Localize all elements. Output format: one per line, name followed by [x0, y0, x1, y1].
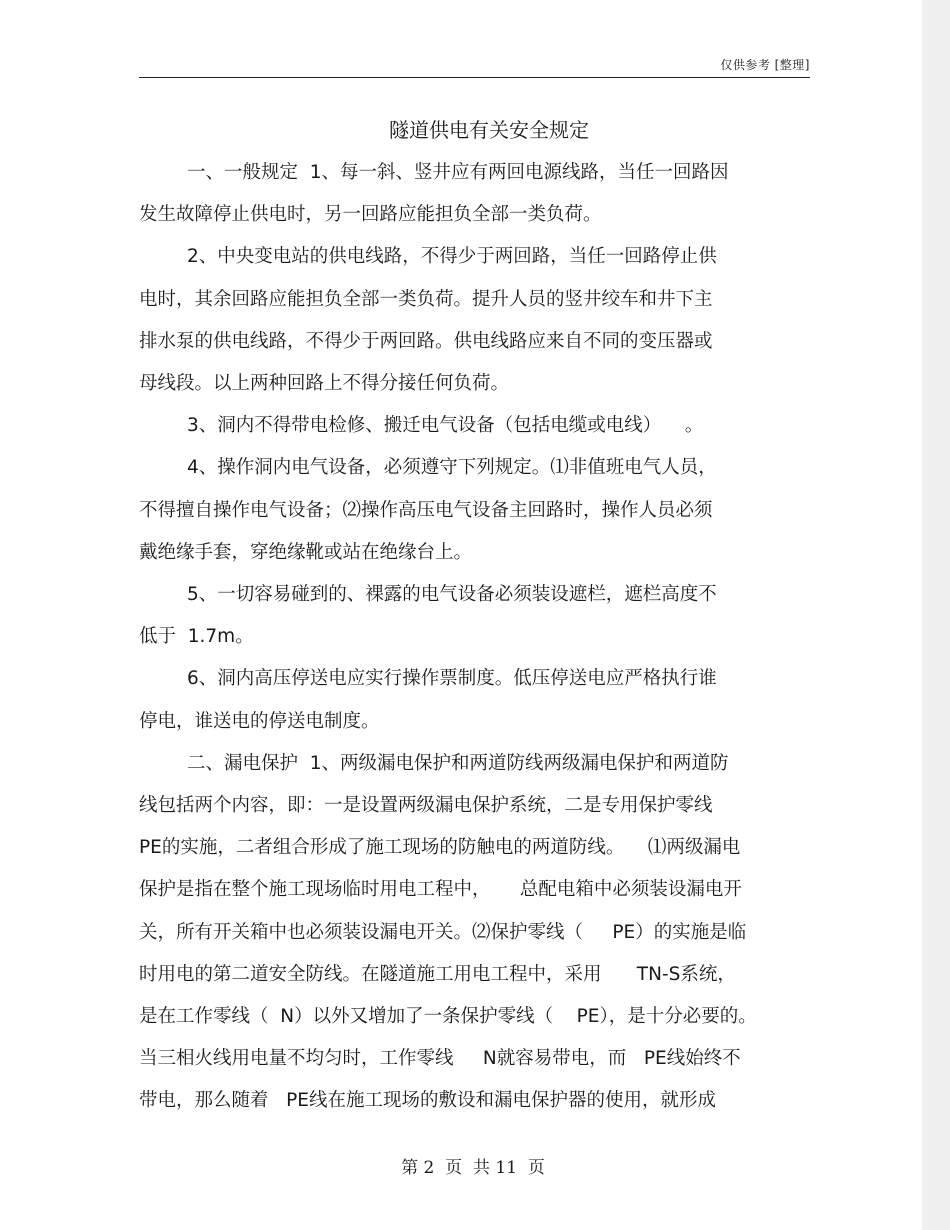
body-line: 不得擅自操作电气设备；⑵操作高压电气设备主回路时，操作人员必须	[139, 499, 713, 521]
body-line: 6、洞内高压停送电应实行操作票制度。低压停送电应严格执行谁	[187, 668, 717, 690]
body-line: 保护是指在整个施工现场临时用电工程中， 总配电箱中必须装设漏电开	[139, 879, 742, 901]
body-line: 二、漏电保护 1、两级漏电保护和两道防线两级漏电保护和两道防	[187, 752, 729, 774]
body-line: 带电，那么随着 PE线在施工现场的敷设和漏电保护器的使用，就形成	[139, 1090, 716, 1112]
body-line: PE的实施，二者组合形成了施工现场的防触电的两道防线。 ⑴两级漏电	[139, 837, 741, 859]
body-line: 关，所有开关箱中也必须装设漏电开关。⑵保护零线（ PE）的实施是临	[139, 921, 747, 943]
body-line: 线包括两个内容，即：一是设置两级漏电保护系统，二是专用保护零线	[139, 795, 713, 816]
body-line: 停电，谁送电的停送电制度。	[139, 710, 380, 732]
body-line: 4、操作洞内电气设备，必须遵守下列规定。⑴非值班电气人员，	[187, 457, 717, 479]
body-line: 5、一切容易碰到的、裸露的电气设备必须装设遮栏，遮栏高度不	[187, 584, 717, 605]
page-number-footer: 第 2 页 共 11 页	[401, 1158, 545, 1178]
body-line: 是在工作零线（ N）以外又增加了一条保护零线（ PE），是十分必要的。	[139, 1006, 757, 1027]
body-line: 3、洞内不得带电检修、搬迁电气设备（包括电缆或电线） 。	[187, 415, 704, 437]
body-line: 一、一般规定 1、每一斜、竖井应有两回电源线路，当任一回路因	[187, 162, 729, 183]
body-line: 2、中央变电站的供电线路，不得少于两回路，当任一回路停止供	[187, 246, 717, 268]
body-line: 时用电的第二道安全防线。在隧道施工用电工程中，采用 TN-S系统，	[139, 963, 736, 985]
header-rule	[139, 77, 810, 78]
body-line: 母线段。以上两种回路上不得分接任何负荷。	[139, 373, 510, 394]
body-line: 当三相火线用电量不均匀时，工作零线 N就容易带电，而 PE线始终不	[139, 1048, 741, 1070]
body-line: 排水泵的供电线路，不得少于两回路。供电线路应来自不同的变压器或	[139, 330, 713, 352]
body-line: 戴绝缘手套，穿绝缘靴或站在绝缘台上。	[139, 541, 473, 563]
header-note: 仅供参考 [整理]	[720, 58, 810, 72]
document-title: 隧道供电有关安全规定	[389, 118, 589, 142]
body-line: 低于 1.7m。	[139, 626, 254, 648]
body-line: 电时，其余回路应能担负全部一类负荷。提升人员的竖井绞车和井下主	[139, 288, 713, 310]
body-line: 发生故障停止供电时，另一回路应能担负全部一类负荷。	[139, 204, 602, 226]
